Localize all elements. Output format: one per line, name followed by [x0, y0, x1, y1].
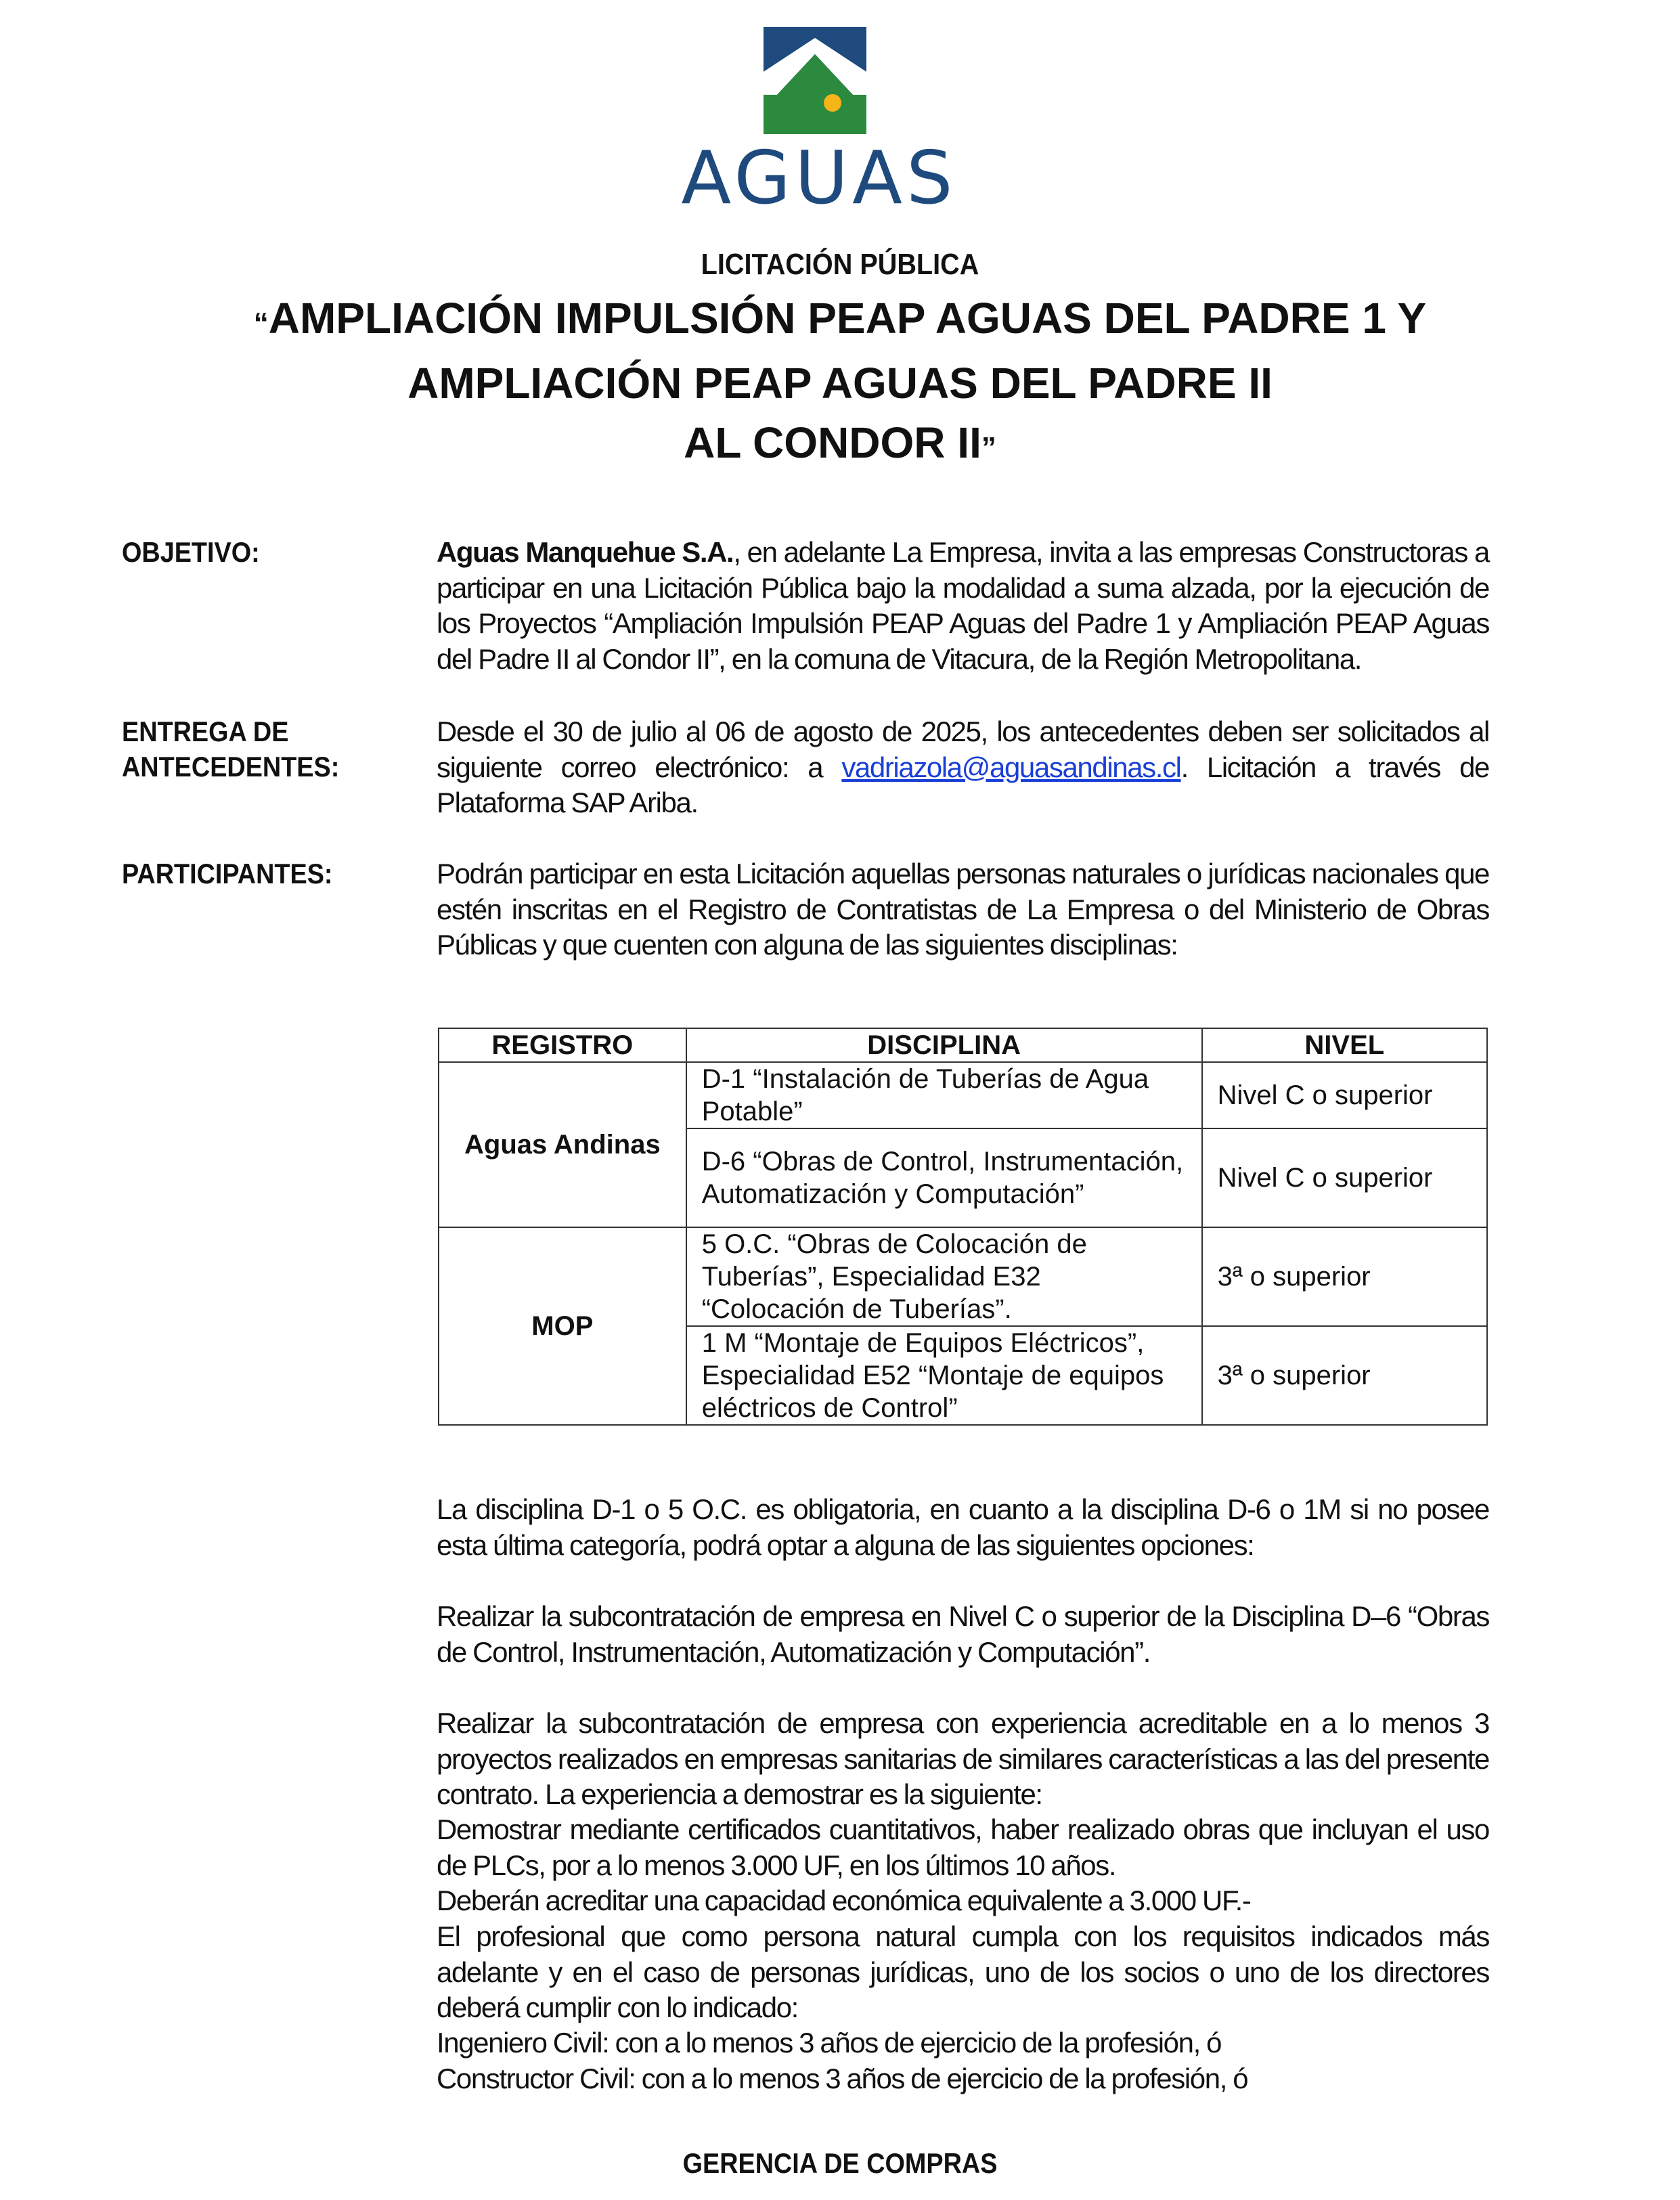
table-header-row	[439, 1028, 1487, 1062]
body-paragraph-4: Demostrar mediante certificados cuantitativos, haber realizado obras que incluyan el uso de PLCs, por a lo menos 3.000 UF, en los últimos 10 años.	[437, 1813, 1489, 1881]
registro-cell: Aguas Andinas	[439, 1062, 686, 1227]
nivel-cell: 3ª o superior	[1202, 1326, 1487, 1425]
body-paragraph-8: Constructor Civil: con a lo menos 3 años de ejercicio de la profesión, ó	[437, 2063, 1248, 2094]
page-title	[0, 288, 1680, 478]
subtitle: LICITACIÓN PÚBLICA	[701, 248, 979, 281]
footer-department: GERENCIA DE COMPRAS	[682, 2147, 998, 2179]
title-line-2: AMPLIACIÓN PEAP AGUAS DEL PADRE II	[407, 359, 1273, 408]
aguas-mountain-icon	[764, 27, 866, 134]
registro-cell: MOP	[439, 1227, 686, 1425]
header-disciplina: DISCIPLINA	[686, 1028, 1202, 1062]
participantes-label: PARTICIPANTES:	[122, 858, 333, 889]
body-paragraph-2: Realizar la subcontratación de empresa en Nivel C o superior de la Disciplina D–6 “Obras de Control, Instrumentación, Automatización y Computación”.	[437, 1600, 1489, 1668]
body-paragraph-6: El profesional que como persona natural cumpla con los requisitos indicados más adelante y en el caso de personas jurídicas, uno de los socios o uno de los directores deberá cumplir con lo indicado:	[437, 1920, 1489, 2023]
nivel-cell: 3ª o superior	[1202, 1227, 1487, 1326]
body-paragraph-1: La disciplina D-1 o 5 O.C. es obligatoria, en cuanto a la disciplina D-6 o 1M si no posee esta última categoría, podrá optar a alguna de las siguientes opciones:	[437, 1493, 1489, 1561]
disciplina-cell: D-1 “Instalación de Tuberías de Agua Potable”	[686, 1062, 1202, 1128]
body-paragraph-5: Deberán acreditar una capacidad económica equivalente a 3.000 UF.-	[437, 1885, 1251, 1916]
table-row	[439, 1227, 1487, 1326]
disciplina-cell: D-6 “Obras de Control, Instrumentación, Automatización y Computación”	[686, 1128, 1202, 1227]
disciplina-cell: 5 O.C. “Obras de Colocación de Tuberías”, Especialidad E32 “Colocación de Tuberías”.	[686, 1227, 1202, 1326]
body-paragraph-7: Ingeniero Civil: con a lo menos 3 años de ejercicio de la profesión, ó	[437, 2027, 1222, 2059]
logo-wordmark: AGUAS	[681, 136, 957, 221]
participantes-text: Podrán participar en esta Licitación aquellas personas naturales o jurídicas nacionales que estén inscritas en el Registro de Contratistas de La Empresa o del Ministerio de Obras Públicas y que cuenten con alguna de las siguientes disciplinas:	[437, 858, 1489, 961]
table-row	[439, 1062, 1487, 1128]
entrega-text: Desde el 30 de julio al 06 de agosto de 2025, los antecedentes deben ser solicitados al siguiente correo electrónico: a vadriazola@aguasandinas.cl. Licitación a través de Plataforma SAP Ariba.	[437, 716, 1489, 818]
disciplines-table	[438, 1028, 1488, 1426]
nivel-cell: Nivel C o superior	[1202, 1062, 1487, 1128]
body-paragraph-3: Realizar la subcontratación de empresa con experiencia acreditable en a lo menos 3 proyectos realizados en empresas sanitarias de similares características a las del presente contrato. La experiencia a demostrar es la siguiente:	[437, 1707, 1489, 1810]
disciplina-cell: 1 M “Montaje de Equipos Eléctricos”, Especialidad E52 “Montaje de equipos eléctricos de Control”	[686, 1326, 1202, 1425]
nivel-cell: Nivel C o superior	[1202, 1128, 1487, 1227]
objetivo-text: Aguas Manquehue S.A., en adelante La Empresa, invita a las empresas Constructoras a participar en una Licitación Pública bajo la modalidad a suma alzada, por la ejecución de los Proyectos “Ampliación Impulsión PEAP Aguas del Padre 1 y Ampliación PEAP Aguas del Padre II al Condor II”, en la comuna de Vitacura, de la Región Metropolitana.	[437, 536, 1489, 675]
title-line-3: AL CONDOR II”	[684, 418, 996, 467]
company-logo	[677, 27, 961, 221]
header-registro: REGISTRO	[439, 1028, 686, 1062]
email-link[interactable]: vadriazola@aguasandinas.cl	[841, 751, 1181, 783]
entrega-label: ENTREGA DE ANTECEDENTES:	[122, 716, 340, 783]
title-line-1: “AMPLIACIÓN IMPULSIÓN PEAP AGUAS DEL PADRE 1 Y	[253, 294, 1427, 343]
objetivo-label: OBJETIVO:	[122, 536, 260, 568]
header-nivel: NIVEL	[1202, 1028, 1487, 1062]
